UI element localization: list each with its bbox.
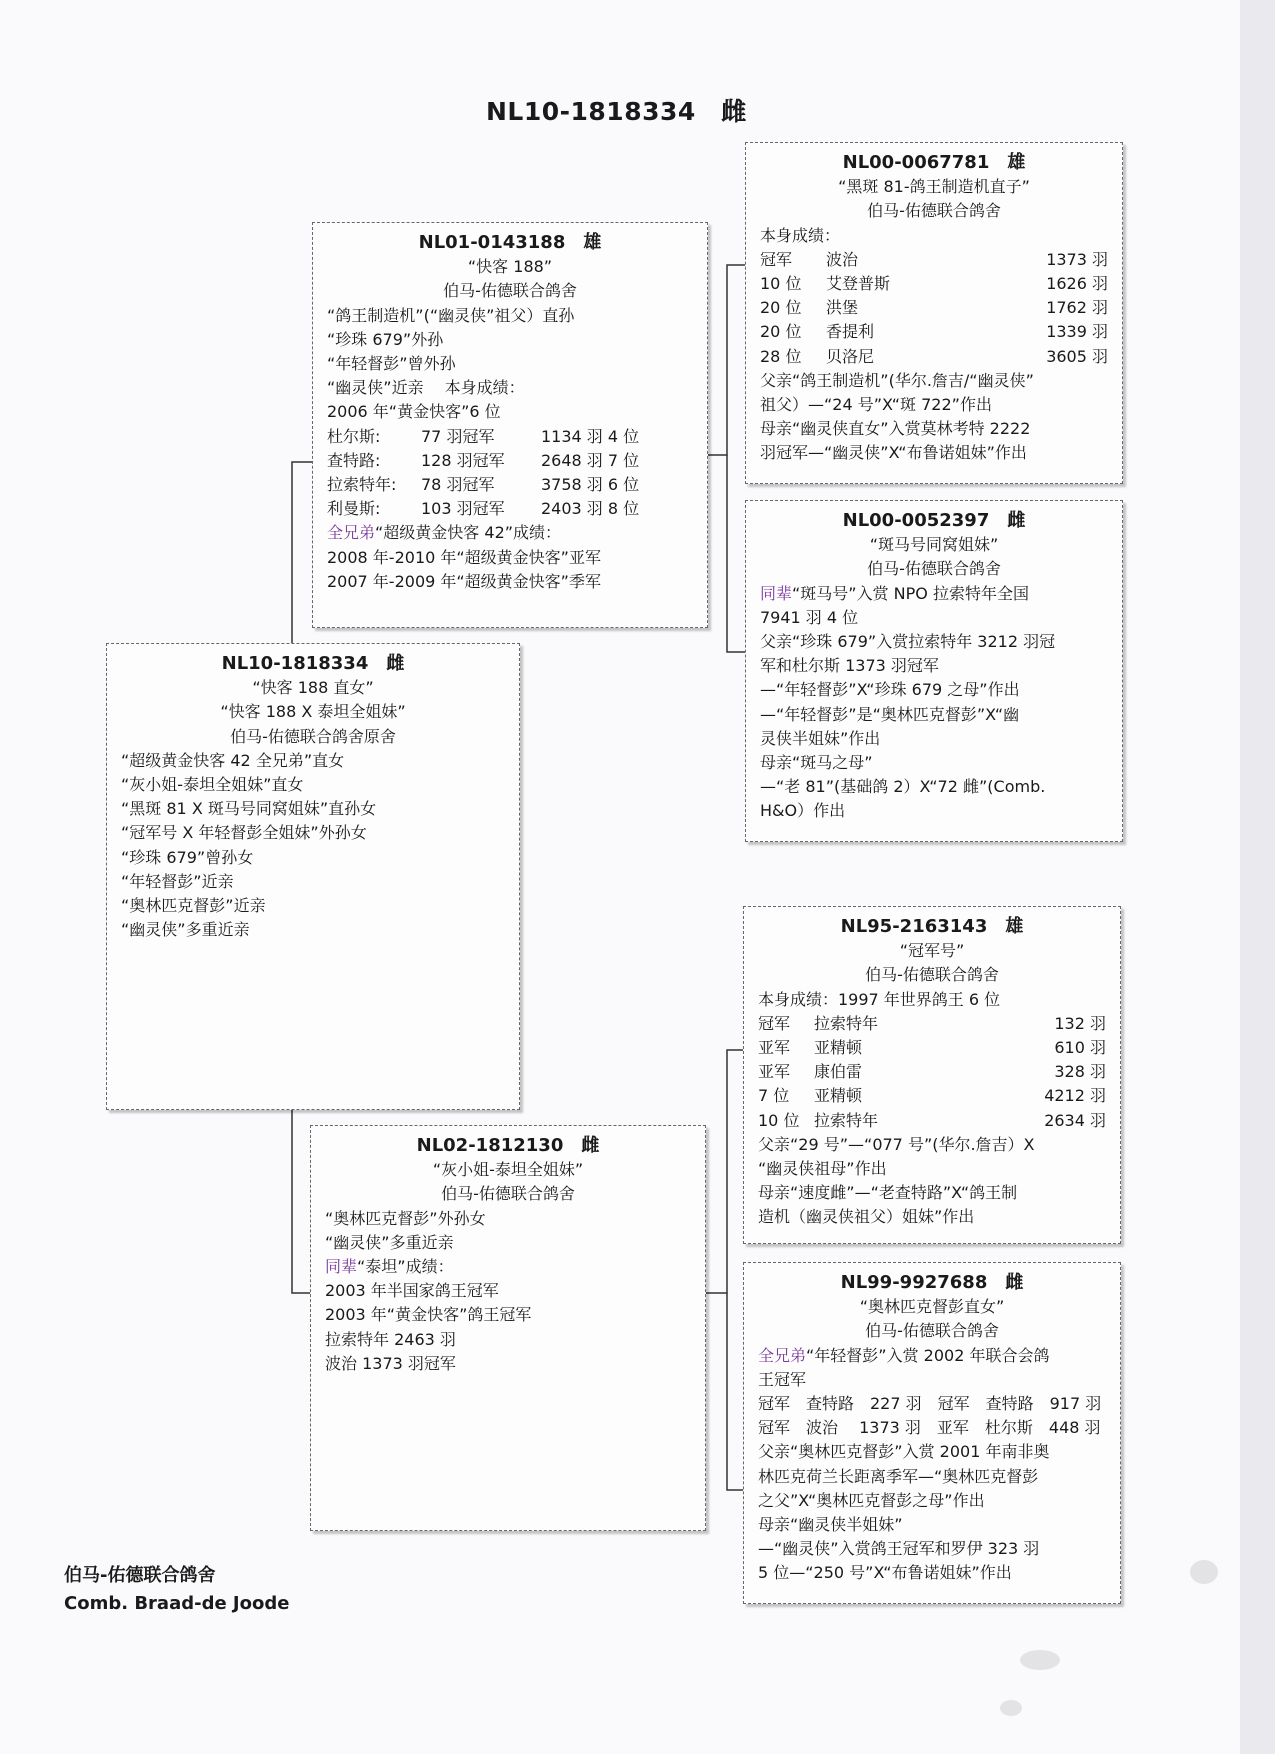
result-race: 拉索特年 bbox=[814, 1110, 879, 1130]
sire-line: “鸽王制造机”(“幽灵侠”祖父）直孙 bbox=[327, 305, 575, 325]
ds-result-row bbox=[758, 1012, 1106, 1036]
dam-ring: NL02-1812130 雌 bbox=[416, 1135, 600, 1156]
result-b: 2648 羽 7 位 bbox=[541, 450, 640, 470]
subject-line: “快客 188 X 泰坦全姐妹” bbox=[220, 702, 406, 722]
dd-line: 冠军 查特路 227 羽 冠军 查特路 917 羽 bbox=[758, 1394, 1102, 1414]
sire-result-row bbox=[327, 473, 693, 497]
ds-line: 造机（幽灵侠祖父）姐妹”作出 bbox=[758, 1207, 975, 1227]
dd-sibling bbox=[758, 1344, 1106, 1368]
connector-sire-sd bbox=[727, 455, 745, 652]
dam-box bbox=[310, 1125, 706, 1531]
subject-line: “奥林匹克督彭”近亲 bbox=[121, 896, 266, 916]
sd-line: —“老 81”(基础鸽 2）X“72 雌”(Comb. bbox=[760, 777, 1046, 797]
result-a: 78 羽冠军 bbox=[421, 475, 495, 495]
sd-line: 父亲“珍珠 679”入赏拉索特年 3212 羽冠 bbox=[760, 632, 1056, 652]
sire-result-row bbox=[327, 425, 693, 449]
result-race: 亚精顿 bbox=[814, 1038, 863, 1058]
dam-sibling-line: 拉索特年 2463 羽 bbox=[325, 1329, 456, 1349]
result-birds: 1626 羽 bbox=[1046, 274, 1108, 294]
sd-line: —“年轻督彭”是“奥林匹克督彭”X“幽 bbox=[760, 704, 1020, 724]
dd-line: —“幽灵侠”入赏鸽王冠军和罗伊 323 羽 bbox=[758, 1539, 1040, 1559]
sire-line: “年轻督彭”曾外孙 bbox=[327, 354, 456, 374]
dd-line: 母亲“幽灵侠半姐妹” bbox=[758, 1515, 903, 1535]
result-place: 拉索特年: bbox=[327, 475, 397, 495]
sire-line: 2006 年“黄金快客”6 位 bbox=[327, 402, 501, 422]
subject-line: “黑斑 81 X 斑马号同窝姐妹”直孙女 bbox=[121, 799, 377, 819]
result-rank: 20 位 bbox=[760, 322, 802, 342]
sibling-text: “泰坦”成绩： bbox=[357, 1257, 454, 1277]
dam-name: “灰小姐-泰坦全姐妹” bbox=[432, 1160, 584, 1180]
result-birds: 132 羽 bbox=[1054, 1013, 1106, 1033]
result-rank: 10 位 bbox=[758, 1110, 800, 1130]
ss-line: 母亲“幽灵侠直女”入赏莫林考特 2222 bbox=[760, 419, 1031, 439]
ds-line: 母亲“速度雌”—“老查特路”X“鸽王制 bbox=[758, 1183, 1018, 1203]
sire-sibling-line: 2008 年-2010 年“超级黄金快客”亚军 bbox=[327, 547, 601, 567]
result-rank: 冠军 bbox=[760, 249, 793, 269]
sire-name: “快客 188” bbox=[467, 257, 553, 277]
result-b: 1134 羽 4 位 bbox=[541, 426, 640, 446]
result-birds: 1373 羽 bbox=[1046, 249, 1108, 269]
result-birds: 328 羽 bbox=[1054, 1062, 1106, 1082]
sibling-text: “超级黄金快客 42”成绩： bbox=[375, 523, 562, 543]
sd-line: H&O）作出 bbox=[760, 801, 846, 821]
scan-edge bbox=[1240, 0, 1275, 1754]
result-race: 拉索特年 bbox=[814, 1013, 879, 1033]
result-rank: 10 位 bbox=[760, 274, 802, 294]
result-rank: 7 位 bbox=[758, 1086, 790, 1106]
sd-line: 母亲“斑马之母” bbox=[760, 753, 873, 773]
sire-ring: NL01-0143188 雄 bbox=[418, 232, 602, 253]
result-race: 香提利 bbox=[826, 322, 875, 342]
ds-line: “幽灵侠祖母”作出 bbox=[758, 1159, 887, 1179]
ss-result-row bbox=[760, 248, 1108, 272]
subject-box bbox=[106, 643, 520, 1110]
dd-line: 之父”X“奥林匹克督彭之母”作出 bbox=[758, 1490, 985, 1510]
result-rank: 28 位 bbox=[760, 346, 802, 366]
result-birds: 1762 羽 bbox=[1046, 298, 1108, 318]
sire-line: “珍珠 679”外孙 bbox=[327, 329, 444, 349]
ss-line: 羽冠军—“幽灵侠”X“布鲁诺姐妹”作出 bbox=[760, 443, 1027, 463]
ds-ring: NL95-2163143 雄 bbox=[840, 916, 1024, 937]
connector-main-dam bbox=[292, 1110, 310, 1293]
dd-line: 冠军 波治 1373 羽 亚军 杜尔斯 448 羽 bbox=[758, 1418, 1101, 1438]
dd-ring: NL99-9927688 雌 bbox=[840, 1272, 1024, 1293]
dam-sibling-line: 2003 年“黄金快客”鸽王冠军 bbox=[325, 1305, 532, 1325]
page-title: NL10-1818334 雌 bbox=[486, 97, 747, 126]
ss-line: 祖父）—“24 号”X“斑 722”作出 bbox=[760, 395, 992, 415]
connector-dam-dd bbox=[727, 1293, 743, 1490]
dd-line: 5 位—“250 号”X“布鲁诺姐妹”作出 bbox=[758, 1563, 1012, 1583]
connector-dam-ds bbox=[705, 1050, 743, 1293]
subject-line: “超级黄金快客 42 全兄弟”直女 bbox=[121, 750, 345, 770]
ss-name: “黑斑 81-鸽王制造机直子” bbox=[838, 177, 1030, 197]
subject-line: “年轻督彭”近亲 bbox=[121, 871, 234, 891]
subject-line: “冠军号 X 年轻督彭全姐妹”外孙女 bbox=[121, 823, 367, 843]
ds-result-row bbox=[758, 1036, 1106, 1060]
sire-sibling bbox=[327, 521, 693, 545]
result-race: 贝洛尼 bbox=[826, 346, 875, 366]
subject-line: “幽灵侠”多重近亲 bbox=[121, 920, 250, 940]
ss-results-label: 本身成绩： bbox=[760, 225, 841, 245]
footer-loft bbox=[64, 1562, 289, 1618]
sd-ring: NL00-0052397 雌 bbox=[842, 510, 1026, 531]
result-birds: 2634 羽 bbox=[1044, 1110, 1106, 1130]
ds-result-row bbox=[758, 1109, 1106, 1133]
ds-name: “冠军号” bbox=[899, 941, 965, 961]
result-a: 103 羽冠军 bbox=[421, 499, 505, 519]
ds-loft: 伯马-佑德联合鸽舍 bbox=[865, 965, 999, 985]
result-rank: 20 位 bbox=[760, 298, 802, 318]
subject-line: 伯马-佑德联合鸽舍原舍 bbox=[230, 726, 396, 746]
subject-line: “珍珠 679”曾孙女 bbox=[121, 847, 254, 867]
sd-loft: 伯马-佑德联合鸽舍 bbox=[867, 559, 1001, 579]
ds-result-row bbox=[758, 1084, 1106, 1108]
scan-smudge bbox=[1190, 1560, 1218, 1584]
dam-line: “奥林匹克督彭”外孙女 bbox=[325, 1208, 486, 1228]
subject-line: “灰小姐-泰坦全姐妹”直女 bbox=[121, 775, 304, 795]
dam-loft: 伯马-佑德联合鸽舍 bbox=[441, 1184, 575, 1204]
dd-line: 父亲“奥林匹克督彭”入赏 2001 年南非奥 bbox=[758, 1442, 1050, 1462]
result-a: 77 羽冠军 bbox=[421, 426, 495, 446]
result-birds: 610 羽 bbox=[1054, 1038, 1106, 1058]
ds-result-row bbox=[758, 1060, 1106, 1084]
ss-loft: 伯马-佑德联合鸽舍 bbox=[867, 201, 1001, 221]
sibling-label: 全兄弟 bbox=[758, 1345, 807, 1365]
sibling-text: “斑马号”入赏 NPO 拉索特年全国 bbox=[792, 583, 1029, 603]
sire-result-row bbox=[327, 497, 693, 521]
result-b: 3758 羽 6 位 bbox=[541, 475, 640, 495]
result-race: 艾登普斯 bbox=[826, 274, 891, 294]
result-race: 波治 bbox=[826, 249, 859, 269]
result-race: 康伯雷 bbox=[814, 1062, 863, 1082]
ss-result-row bbox=[760, 345, 1108, 369]
subject-ring: NL10-1818334 雌 bbox=[221, 653, 405, 674]
dd-line: 王冠军 bbox=[758, 1369, 807, 1389]
result-place: 利曼斯: bbox=[327, 499, 381, 519]
sd-line: 灵侠半姐妹”作出 bbox=[760, 728, 881, 748]
scan-smudge bbox=[1020, 1650, 1060, 1670]
result-race: 亚精顿 bbox=[814, 1086, 863, 1106]
sire-loft: 伯马-佑德联合鸽舍 bbox=[443, 281, 577, 301]
ss-line: 父亲“鸽王制造机”(华尔.詹吉/“幽灵侠” bbox=[760, 370, 1034, 390]
subject-line: “快客 188 直女” bbox=[252, 678, 374, 698]
result-birds: 1339 羽 bbox=[1046, 322, 1108, 342]
sd-sibling bbox=[760, 582, 1108, 606]
sibling-label: 同辈 bbox=[325, 1257, 358, 1277]
result-rank: 亚军 bbox=[758, 1062, 791, 1082]
ss-result-row bbox=[760, 320, 1108, 344]
result-rank: 亚军 bbox=[758, 1038, 791, 1058]
sd-line: —“年轻督彭”X“珍珠 679 之母”作出 bbox=[760, 680, 1020, 700]
dd-line: 林匹克荷兰长距离季军—“奥林匹克督彭 bbox=[758, 1466, 1039, 1486]
footer-loft-en: Comb. Braad-de Joode bbox=[64, 1593, 290, 1614]
result-birds: 3605 羽 bbox=[1046, 346, 1108, 366]
ss-ring: NL00-0067781 雄 bbox=[842, 152, 1026, 173]
ss-result-row bbox=[760, 296, 1108, 320]
sire-dam-box bbox=[745, 500, 1123, 842]
dam-sibling bbox=[325, 1255, 691, 1279]
dam-dam-box bbox=[743, 1262, 1121, 1604]
ds-line: 父亲“29 号”—“077 号”(华尔.詹吉）X bbox=[758, 1134, 1035, 1154]
dd-loft: 伯马-佑德联合鸽舍 bbox=[865, 1321, 999, 1341]
sire-result-row bbox=[327, 449, 693, 473]
sd-name: “斑马号同窝姐妹” bbox=[869, 535, 999, 555]
connector-main-sire bbox=[292, 462, 312, 643]
dd-name: “奥林匹克督彭直女” bbox=[859, 1297, 1005, 1317]
result-rank: 冠军 bbox=[758, 1013, 791, 1033]
dam-sire-box bbox=[743, 906, 1121, 1244]
sibling-label: 同辈 bbox=[760, 583, 793, 603]
sire-line: “幽灵侠”近亲 本身成绩： bbox=[327, 378, 525, 398]
dam-sibling-line: 2003 年半国家鸽王冠军 bbox=[325, 1281, 499, 1301]
ds-results-label: 本身成绩：1997 年世界鸽王 6 位 bbox=[758, 989, 1001, 1009]
sd-line: 7941 羽 4 位 bbox=[760, 607, 859, 627]
scan-smudge bbox=[1000, 1700, 1022, 1716]
sibling-label: 全兄弟 bbox=[327, 523, 376, 543]
result-a: 128 羽冠军 bbox=[421, 450, 505, 470]
sire-sibling-line: 2007 年-2009 年“超级黄金快客”季军 bbox=[327, 571, 601, 591]
dam-sibling-line: 波治 1373 羽冠军 bbox=[325, 1353, 456, 1373]
result-place: 杜尔斯: bbox=[327, 426, 381, 446]
ss-result-row bbox=[760, 272, 1108, 296]
sibling-text: “年轻督彭”入赏 2002 年联合会鸽 bbox=[806, 1345, 1050, 1365]
result-birds: 4212 羽 bbox=[1044, 1086, 1106, 1106]
result-b: 2403 羽 8 位 bbox=[541, 499, 640, 519]
footer-loft-cn: 伯马-佑德联合鸽舍 bbox=[64, 1565, 216, 1586]
result-race: 洪堡 bbox=[826, 298, 859, 318]
result-place: 查特路: bbox=[327, 450, 381, 470]
dam-line: “幽灵侠”多重近亲 bbox=[325, 1232, 454, 1252]
sire-box bbox=[312, 222, 708, 628]
sire-sire-box bbox=[745, 142, 1123, 484]
sd-line: 军和杜尔斯 1373 羽冠军 bbox=[760, 656, 939, 676]
connector-sire-ss bbox=[707, 265, 745, 455]
